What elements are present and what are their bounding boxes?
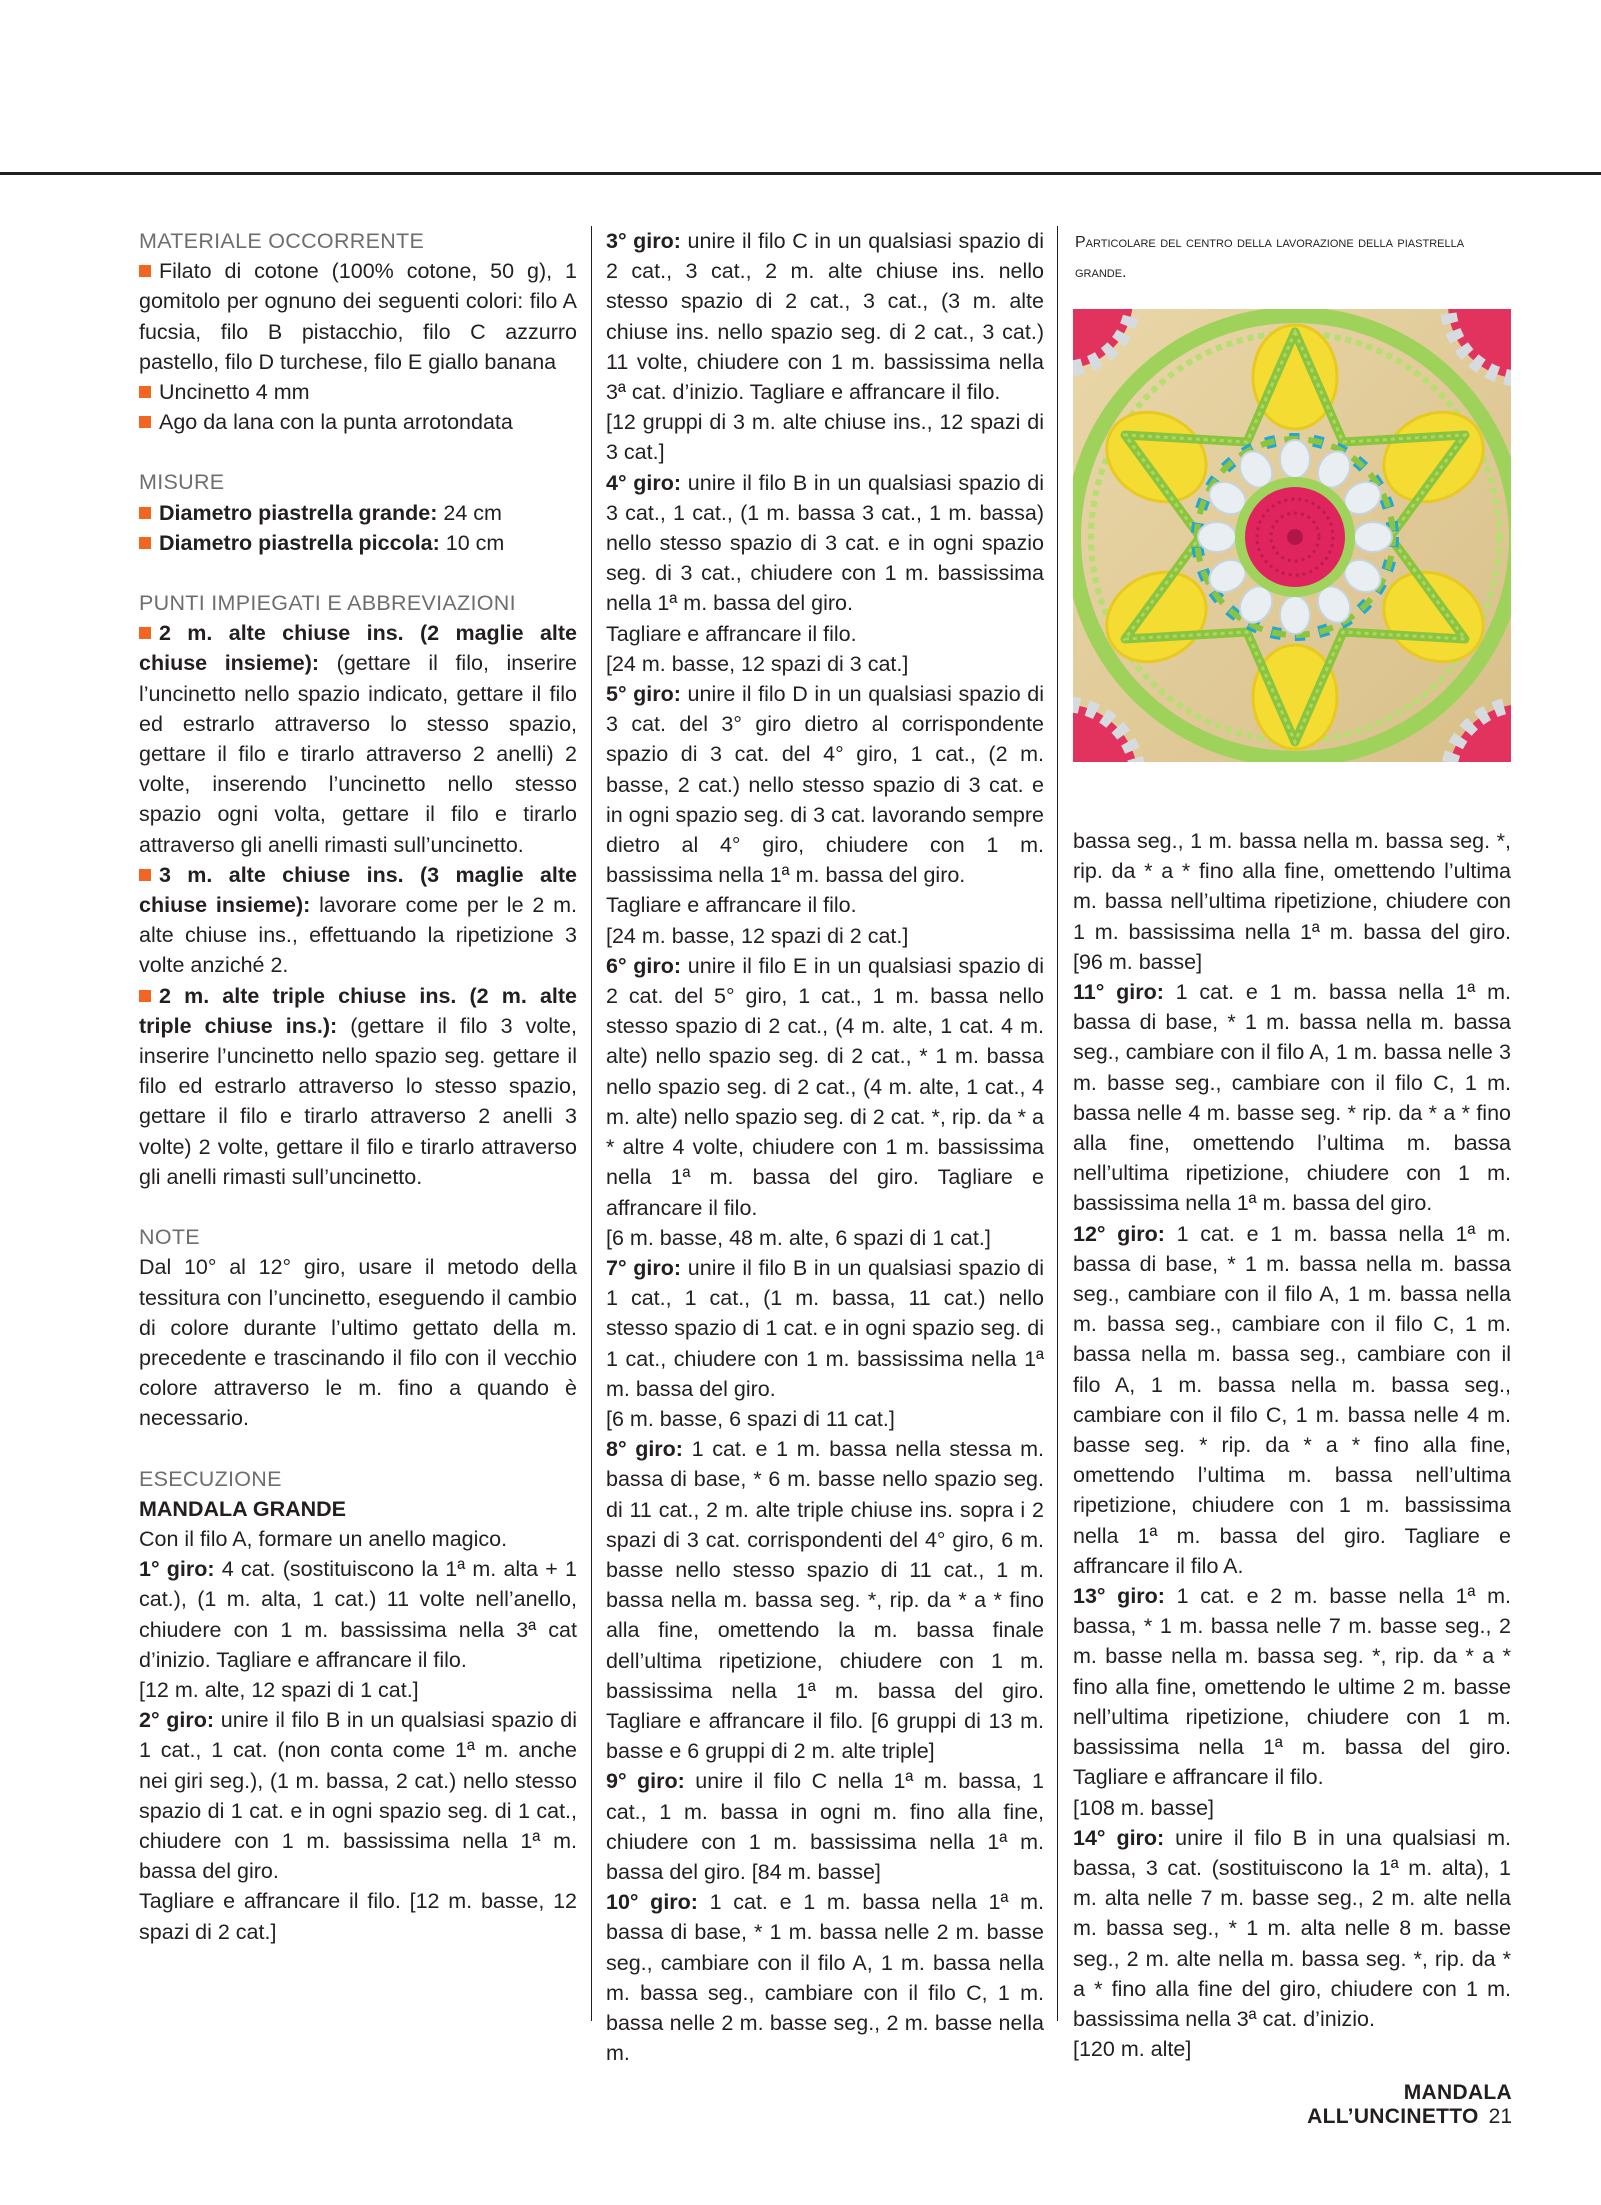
bullet-square-icon: [139, 869, 151, 881]
round-count: [120 m. alte]: [1073, 2037, 1192, 2062]
photo-caption: Particolare del centro della lavorazione della piastrella grande.: [1075, 234, 1465, 281]
round-10: 10° giro: 1 cat. e 1 m. bassa nella 1ª m. bassa di base, * 1 m. bassa nelle 2 m. basse seg., cambiare con il filo A, 1 m. bassa nella m. bassa seg., cambiare con il filo C, 1 m. bassa nelle 2 m. basse seg., 2 m. basse nella m.: [606, 1890, 1044, 2066]
sizes-heading: MISURE: [139, 470, 225, 495]
round-13: 13° giro: 1 cat. e 2 m. basse nella 1ª m. bassa, * 1 m. bassa nelle 7 m. basse seg., 2 m. basse nella m. bassa seg. *, rip. da * a * fino alla fine, omettendo le ultime 2 m. basse nell’ultima ripetizione, chiudere con 1 m. bassissima nella 1ª m. bassa del giro. Tagliare e affrancare il filo.: [1073, 1584, 1511, 1790]
round-count: [6 m. basse, 48 m. alte, 6 spazi di 1 cat.]: [606, 1225, 991, 1250]
column-divider: [591, 226, 592, 2021]
round-5: 5° giro: unire il filo D in un qualsiasi spazio di 3 cat. del 3° giro dietro al corrispondente spazio di 3 cat. del 4° giro, 1 cat., (2 m. basse, 2 cat.) nello stesso spazio di 3 cat. e in ogni spazio seg. di 3 cat. lavorando sempre dietro al 4° giro, chiudere con 1 m. bassissima nella 1ª m. bassa del giro.: [606, 682, 1044, 888]
bullet-square-icon: [139, 416, 151, 428]
round-7: 7° giro: unire il filo B in un qualsiasi spazio di 1 cat., 1 cat., (1 m. bassa, 11 cat.) nello stesso spazio di 1 cat. e in ogni spazio seg. di 1 cat., chiudere con 1 m. bassissima nella 1ª m. bassa del giro.: [606, 1255, 1045, 1401]
mandala-photo: [1073, 309, 1511, 762]
column-2: [606, 226, 1044, 2068]
round-2: 2° giro: unire il filo B in un qualsiasi spazio di 1 cat., 1 cat. (non conta come 1ª m. anche nei giri seg.), (1 m. bassa, 2 cat.) nello stesso spazio di 1 cat. e in ogni spazio seg. di 1 cat., chiudere con 1 m. bassissima nella 1ª m. bassa del giro.: [139, 1708, 578, 1884]
round-count: [12 gruppi di 3 m. alte chiuse ins., 12 spazi di 3 cat.]: [606, 410, 1044, 465]
round-3: 3° giro: unire il filo C in un qualsiasi spazio di 2 cat., 3 cat., 2 m. alte chiuse ins. nello stesso spazio di 2 cat., 3 cat., (3 m. alte chiuse ins. nello spazio seg. di 2 cat., 3 cat.) 11 volte, chiudere con 1 m. bassissima nella 3ª cat. d’inizio. Tagliare e affrancare il filo.: [606, 229, 1044, 405]
column-1: [139, 226, 577, 1947]
round-count: [12 m. alte, 12 spazi di 1 cat.]: [139, 1677, 419, 1702]
intro-text: Con il filo A, formare un anello magico.: [139, 1526, 508, 1551]
bullet-square-icon: [139, 537, 151, 549]
round-count: [108 m. basse]: [1073, 1795, 1215, 1820]
bullet-square-icon: [139, 507, 151, 519]
column-divider: [1057, 226, 1058, 2021]
bullet-square-icon: [139, 990, 151, 1002]
stitch-definition: 2 m. alte chiuse ins. (2 maglie alte chiuse insieme): (gettare il filo, inserire l’uncinetto nello spazio indicato, gettare il filo ed estrarlo attraverso lo stesso spazio, gettare il filo e tirarlo attraverso 2 anelli) 2 volte, inserendo l’uncinetto nello stesso spazio ogni volta, gettare il filo e tirarlo attraverso gli anelli rimasti sull’uncinetto.: [139, 621, 577, 857]
execution-heading: ESECUZIONE: [139, 1466, 282, 1491]
stitch-definition: 3 m. alte chiuse ins. (3 maglie alte chiuse insieme): lavorare come per le 2 m. alte chiuse ins., effettuando la ripetizione 3 volte anziché 2.: [139, 862, 577, 978]
round-8: 8° giro: 1 cat. e 1 m. bassa nella stessa m. bassa di base, * 6 m. basse nello spazio seg. di 11 cat., 2 m. alte triple chiuse ins. sopra i 2 spazi di 3 cat. corrispondenti del 4° giro, 6 m. basse nello stesso spazio di 11 cat., 1 m. bassa nella m. bassa seg. *, rip. da * a * fino alla fine, omettendo la m. bassa finale dell’ultima ripetizione, chiudere con 1 m. bassissima nella 1ª m. bassa del giro. Tagliare e affrancare il filo. [6 gruppi di 13 m. basse e 6 gruppi di 2 m. alte triple]: [606, 1437, 1044, 1764]
round-11: 11° giro: 1 cat. e 1 m. bassa nella 1ª m. bassa di base, * 1 m. bassa nella m. bassa seg., cambiare con il filo A, 1 m. bassa nelle 3 m. basse seg., cambiare con il filo C, 1 m. bassa nelle 4 m. basse seg. * rip. da * a * fino alla fine, omettendo l’ultima m. bassa nell’ultima ripetizione, chiudere con 1 m. bassissima nella 1ª m. bassa del giro.: [1073, 980, 1511, 1216]
material-item: Uncinetto 4 mm: [139, 377, 577, 407]
round-count: [6 m. basse, 6 spazi di 11 cat.]: [606, 1406, 895, 1431]
magazine-section-title: MANDALA ALL’UNCINETTO: [1307, 2081, 1512, 2128]
round-tail: Tagliare e affrancare il filo.: [606, 893, 857, 918]
size-item: Diametro piastrella grande: 24 cm: [139, 498, 577, 528]
material-item: Ago da lana con la punta arrotondata: [139, 407, 577, 437]
round-4: 4° giro: unire il filo B in un qualsiasi spazio di 3 cat., 1 cat., (1 m. bassa 3 cat., 1 m. bassa) nello stesso spazio di 3 cat. e in ogni spazio seg. di 3 cat., chiudere con 1 m. bassissima nella 1ª m. bassa del giro.: [606, 470, 1045, 616]
round-10-continued: bassa seg., 1 m. bassa nella m. bassa seg. *, rip. da * a * fino alla fine, omettendo l’ultima m. bassa nell’ultima ripetizione, chiudere con 1 m. bassissima nella 1ª m. bassa del giro. [96 m. basse]: [1073, 829, 1511, 974]
bullet-square-icon: [139, 386, 151, 398]
round-count: [24 m. basse, 12 spazi di 2 cat.]: [606, 923, 909, 948]
bullet-square-icon: [139, 627, 151, 639]
size-item: Diametro piastrella piccola: 10 cm: [139, 528, 577, 558]
notes-text: Dal 10° al 12° giro, usare il metodo della tessitura con l’uncinetto, eseguendo il cambio di colore durante l’ultimo gettato della m. precedente e trascinando il filo con il vecchio colore attraverso le m. fino a quando è necessario.: [139, 1255, 577, 1431]
notes-heading: NOTE: [139, 1225, 200, 1250]
page-number: 21: [1488, 2105, 1512, 2128]
round-1: 1° giro: 4 cat. (sostituiscono la 1ª m. alta + 1 cat.), (1 m. alta, 1 cat.) 11 volte nell’anello, chiudere con 1 m. bassissima nella 3ª cat d’inizio. Tagliare e affrancare il filo.: [139, 1557, 577, 1672]
mandala-heading: MANDALA GRANDE: [139, 1496, 347, 1521]
round-tail: Tagliare e affrancare il filo.: [606, 621, 857, 646]
top-rule: [0, 172, 1601, 175]
material-item: Filato di cotone (100% cotone, 50 g), 1 gomitolo per ognuno dei seguenti colori: filo A fucsia, filo B pistacchio, filo C azzurro pastello, filo D turchese, filo E giallo banana: [139, 259, 577, 374]
stitches-heading: PUNTI IMPIEGATI E ABBREVIAZIONI: [139, 591, 516, 616]
bullet-square-icon: [139, 265, 151, 277]
round-count: [24 m. basse, 12 spazi di 3 cat.]: [606, 651, 909, 676]
round-9: 9° giro: unire il filo C nella 1ª m. bassa, 1 cat., 1 m. bassa in ogni m. fino alla fine, chiudere con 1 m. bassissima nella 1ª m. bassa del giro. [84 m. basse]: [606, 1769, 1044, 1884]
round-12: 12° giro: 1 cat. e 1 m. bassa nella 1ª m. bassa di base, * 1 m. bassa nella m. bassa seg., cambiare con il filo A, 1 m. bassa nella m. bassa seg., cambiare con il filo C, 1 m. bassa nella m. bassa seg., cambiare con il filo A, 1 m. bassa nella m. bassa seg., cambiare con il filo C, 1 m. bassa nelle 4 m. basse seg. * rip. da * a * fino alla fine, omettendo l’ultima m. bassa nell’ultima ripetizione, chiudere con 1 m. bassissima nella 1ª m. bassa del giro. Tagliare e affrancare il filo A.: [1073, 1221, 1511, 1578]
stitch-definition: 2 m. alte triple chiuse ins. (2 m. alte triple chiuse ins.): (gettare il filo 3 volte, inserire l’uncinetto nello spazio seg. gettare il filo ed estrarlo attraverso lo stesso spazio, gettare il filo e tirarlo attraverso 2 anelli 3 volte) 2 volte, gettare il filo e tirarlo attraverso gli anelli rimasti sull’uncinetto.: [139, 983, 577, 1189]
round-6: 6° giro: unire il filo E in un qualsiasi spazio di 2 cat. del 5° giro, 1 cat., 1 m. bassa nello stesso spazio di 2 cat., (4 m. alte, 1 cat. 4 m. alte) nello spazio seg. di 2 cat., * 1 m. bassa nello spazio seg. di 2 cat., (4 m. alte, 1 cat., 4 m. alte) nello spazio seg. di 2 cat. *, rip. da * a * altre 4 volte, chiudere con 1 m. bassissima nella 1ª m. bassa del giro. Tagliare e affrancare il filo.: [606, 953, 1045, 1220]
round-14: 14° giro: unire il filo B in una qualsiasi m. bassa, 3 cat. (sostituiscono la 1ª m. alta), 1 m. alta nelle 7 m. basse seg., 2 m. alte nella m. bassa seg., * 1 m. alta nelle 8 m. basse seg., 2 m. alte nella m. bassa seg. *, rip. da * a * fino alla fine del giro, chiudere con 1 m. bassissima nella 3ª cat. d’inizio.: [1073, 1825, 1511, 2031]
page-footer: [1200, 2081, 1512, 2129]
round-tail: Tagliare e affrancare il filo. [12 m. basse, 12 spazi di 2 cat.]: [139, 1889, 577, 1944]
column-3: [1073, 826, 1511, 2064]
materials-heading: MATERIALE OCCORRENTE: [139, 229, 425, 253]
